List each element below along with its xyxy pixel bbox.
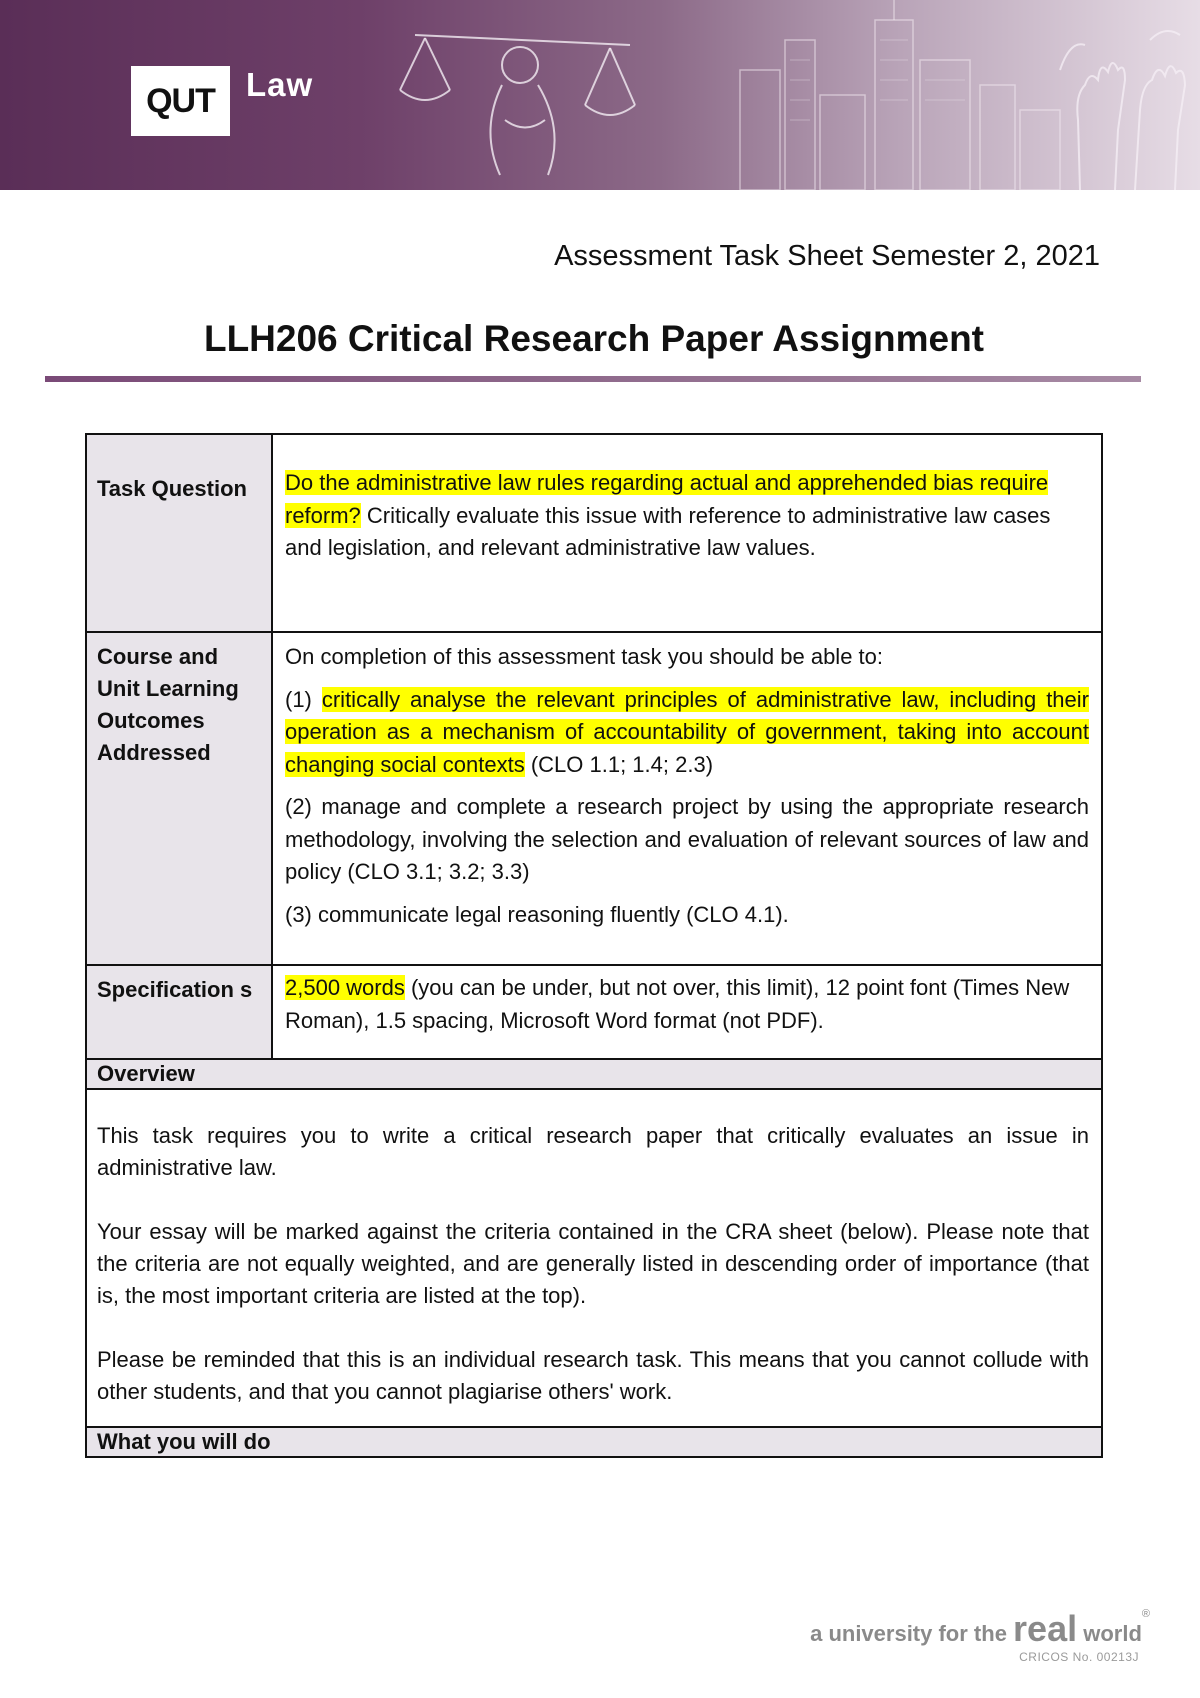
overview-section (87, 1060, 1101, 1428)
qut-logo (131, 66, 230, 136)
task-question-row (87, 435, 1101, 633)
what-you-will-do-heading: What you will do (87, 1428, 1101, 1456)
outcome-item-3: (3) communicate legal reasoning fluently (CLO 4.1). (285, 901, 789, 927)
specifications-label: Specification s (87, 966, 273, 1058)
learning-outcomes-value (273, 633, 1101, 964)
page-title: LLH206 Critical Research Paper Assignment (203, 318, 985, 359)
footer-tagline: a university for the real world® (810, 1608, 1150, 1649)
outcome-item-2: (2) manage and complete a research project by using the appropriate research methodology, involving the selection and evaluation of relevant sources of law and policy (CLO 3.1; 3.2; 3.3) (285, 794, 1089, 884)
learning-outcomes-label: Course and Unit Learning Outcomes Addressed (87, 633, 273, 964)
registered-mark: ® (1141, 1608, 1150, 1620)
task-question-highlight: Do the administrative law rules regarding actual and apprehended bias require reform? (285, 470, 1049, 528)
outcomes-intro: On completion of this assessment task you should be able to: (285, 644, 883, 669)
learning-outcomes-row (87, 633, 1101, 966)
word-limit-highlight: 2,500 words (285, 975, 405, 1000)
assessment-table (85, 433, 1103, 1458)
overview-paragraph: Please be reminded that this is an individual research task. This means that you cannot collude with other students, and that you cannot plagiarise others' work. (97, 1347, 1089, 1404)
outcome-item-1: (1) critically analyse the relevant principles of administrative law, including their operation as a mechanism of accountability of government, taking into account changing social contexts (CLO 1.1; 1.4; 2.3) (285, 686, 1089, 777)
overview-paragraph: This task requires you to write a critical research paper that critically evaluates an issue in administrative law. (97, 1123, 1089, 1180)
overview-body (87, 1090, 1101, 1426)
specifications-text: (you can be under, but not over, this limit), 12 point font (Times New Roman), 1.5 spacing, Microsoft Word format (not PDF). (285, 975, 1070, 1033)
faculty-name: Law (246, 66, 314, 103)
header-banner (0, 0, 1200, 190)
specifications-row (87, 966, 1101, 1060)
task-question-value (273, 435, 1101, 631)
sheet-title: Assessment Task Sheet Semester 2, 2021 (554, 240, 1100, 272)
qut-logo-text: QUT (146, 81, 215, 120)
overview-paragraph: Your essay will be marked against the criteria contained in the CRA sheet (below). Please note that the criteria are not equally weighted, and are generally listed in descending order of importance (that is, the most important criteria are listed at the top). (97, 1219, 1089, 1308)
title-divider (45, 376, 1141, 382)
overview-heading: Overview (87, 1060, 1101, 1090)
task-question-text: Critically evaluate this issue with reference to administrative law cases and legislation, and relevant administrative law values. (285, 502, 1051, 560)
specifications-value (273, 966, 1101, 1058)
cricos-number: CRICOS No. 00213J (1019, 1650, 1139, 1664)
task-question-label: Task Question (87, 435, 273, 631)
